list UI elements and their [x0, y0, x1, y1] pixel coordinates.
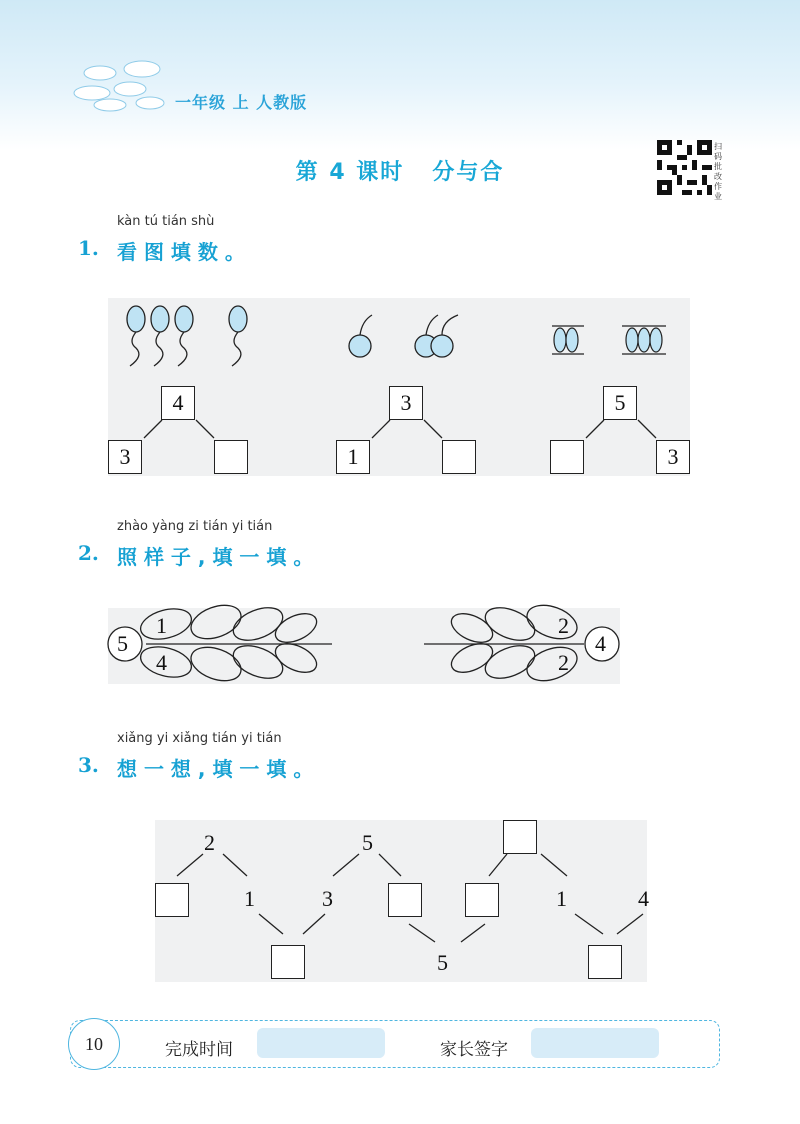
q2-right-lower: 2	[558, 650, 569, 675]
lesson-topic: 分与合	[432, 160, 505, 185]
q1-pinyin: kàn tú tián shù	[117, 214, 215, 229]
q3-d-top-answer[interactable]	[503, 820, 537, 854]
q1-tree3-left-answer[interactable]	[550, 440, 584, 474]
q1-tree2-left: 1	[336, 440, 370, 474]
cherries-icon	[349, 315, 458, 357]
qr-caption: 扫码批改作业	[714, 142, 722, 201]
q2-prompt: 照 样 子 , 填 一 填 。	[117, 545, 314, 569]
q1-tree2-top: 3	[389, 386, 423, 420]
q2-right-upper: 2	[558, 613, 569, 638]
q2-leaf-branches	[100, 600, 630, 692]
q3-d-right: 1	[556, 886, 567, 911]
lesson-number: 第 4 课时	[295, 160, 405, 185]
q3-b-right-answer[interactable]	[388, 883, 422, 917]
q3-ab-bottom-answer[interactable]	[271, 945, 305, 979]
completion-time-label: 完成时间	[165, 1040, 233, 1060]
qr-code-icon[interactable]	[657, 140, 712, 195]
parent-signature-field[interactable]	[531, 1028, 659, 1058]
q1-pictures	[108, 298, 690, 378]
q1-tree1-left: 3	[108, 440, 142, 474]
q2-number: 2.	[78, 541, 99, 565]
candies-icon	[552, 326, 666, 354]
q3-b-top: 5	[362, 830, 373, 855]
q1-tree3-right: 3	[656, 440, 690, 474]
q3-prompt: 想 一 想 , 填 一 填 。	[117, 757, 314, 781]
q1-tree1-top: 4	[161, 386, 195, 420]
balloons-icon	[127, 306, 247, 366]
q2-pinyin: zhào yàng zi tián yi tián	[117, 519, 273, 534]
q3-number: 3.	[78, 753, 99, 777]
q1-prompt: 看 图 填 数 。	[117, 240, 245, 264]
q3-de-bottom-answer[interactable]	[588, 945, 622, 979]
q2-left-total: 5	[117, 631, 128, 656]
cloud-decoration-icon	[70, 55, 170, 115]
page-number: 10	[68, 1018, 120, 1070]
grade-line: 一年级 上 人教版	[175, 93, 308, 112]
q3-d-left-answer[interactable]	[465, 883, 499, 917]
parent-signature-label: 家长签字	[440, 1040, 508, 1060]
q3-a-left-answer[interactable]	[155, 883, 189, 917]
q1-tree3-top: 5	[603, 386, 637, 420]
q2-left-lower: 4	[156, 650, 167, 675]
q3-b-left: 3	[322, 886, 333, 911]
q1-number: 1.	[78, 236, 99, 260]
q1-tree2-right-answer[interactable]	[442, 440, 476, 474]
q3-a-top: 2	[204, 830, 215, 855]
q1-tree1-right-answer[interactable]	[214, 440, 248, 474]
q3-c-bottom: 5	[437, 950, 448, 975]
q3-a-right: 1	[244, 886, 255, 911]
q3-d-far: 4	[638, 886, 649, 911]
q2-right-total: 4	[595, 631, 606, 656]
completion-time-field[interactable]	[257, 1028, 385, 1058]
q3-pinyin: xiǎng yi xiǎng tián yi tián	[117, 731, 282, 746]
q2-left-upper: 1	[156, 613, 167, 638]
